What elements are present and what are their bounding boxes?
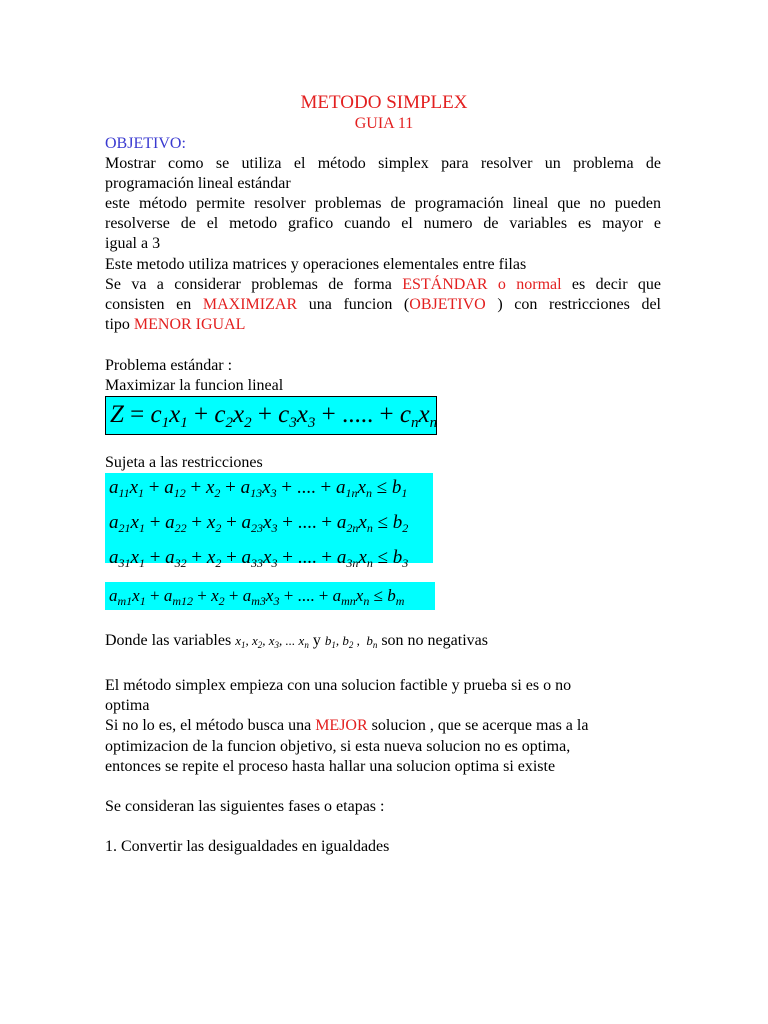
objective-function: $Z = c_1x_1 + c_2x_2 + c_3x_3$ + ..... + $c_nx_n$ (110, 401, 438, 431)
intro-line-7-text: Se va a considerar problemas de forma (105, 276, 403, 293)
objetivo-highlight: OBJETIVO (409, 296, 486, 313)
donde-y: y (308, 632, 325, 649)
simplex-line-1: El método simplex empieza con una solucion factible y prueba si es o no (105, 677, 572, 694)
intro-line-4: resolverse de el metodo grafico cuando el numero de variables es mayor e (105, 215, 661, 232)
simplex-line-4: optimizacion de la funcion objetivo, si esta nueva solucion no es optima, (105, 738, 571, 755)
fases-label: Se consideran las siguientes fases o etapas : (105, 798, 385, 815)
donde-tail: son no negativas (377, 632, 488, 649)
variables-b-math: $b_1$, $b_2$ , $b_n$ (324, 633, 378, 650)
intro-line-3: este método permite resolver problemas de programación lineal que no pueden (105, 195, 661, 212)
constraint-m-box (105, 582, 435, 610)
intro-line-8-text: consisten en (105, 296, 203, 313)
mejor-highlight: MEJOR (315, 717, 368, 734)
intro-line-7-tail: es decir que (561, 276, 662, 293)
maximizar-highlight: MAXIMIZAR (202, 296, 298, 313)
intro-line-6: Este metodo utiliza matrices y operaciones elementales entre filas (105, 256, 527, 273)
intro-line-7 (105, 275, 661, 295)
intro-line-9-text: tipo (105, 316, 134, 333)
objetivo-heading: OBJETIVO: (105, 135, 186, 152)
simplex-line-3 (105, 716, 588, 736)
intro-line-8-tail: ) con restricciones del (485, 296, 661, 313)
estandar-highlight: ESTÁNDAR o normal (402, 276, 562, 293)
intro-line-8 (105, 295, 661, 315)
constraint-row-1: $a_{11}x_1 + a_{12} + x_2 + a_{13}x_3$ + .... + $a_{1n}x_n \le b_1$ (109, 477, 408, 500)
intro-line-9 (105, 315, 245, 335)
step-1: 1. Convertir las desigualdades en igualdades (105, 838, 390, 855)
constraint-row-m: $a_{m1}x_1 + a_{m12} + x_2 + a_{m3}x_3$ + .... + $a_{mn}x_n \le b_m$ (109, 586, 405, 608)
variables-x-math: $x_1$, $x_2$, $x_3$, ... $x_n$ (235, 633, 309, 650)
intro-line-1: Mostrar como se utiliza el método simplex para resolver un problema de (105, 155, 661, 172)
maximizar-label: Maximizar la funcion lineal (105, 377, 284, 394)
constraint-row-2: $a_{21}x_1 + a_{22} + x_2 + a_{23}x_3$ + .... + $a_{2n}x_n \le b_2$ (109, 512, 409, 535)
donde-line (105, 631, 488, 655)
constraint-row-3: $a_{31}x_1 + a_{32} + x_2 + a_{33}x_3$ + .... + $a_{3n}x_n \le b_3$ (109, 547, 409, 570)
objective-function-box (105, 396, 437, 435)
donde-text: Donde las variables (105, 632, 236, 649)
problema-label: Problema estándar : (105, 357, 233, 374)
intro-line-2: programación lineal estándar (105, 175, 291, 192)
constraints-box (105, 473, 433, 570)
sujeta-label: Sujeta a las restricciones (105, 454, 263, 471)
page-title: METODO SIMPLEX (300, 92, 468, 113)
simplex-line-3-text: Si no lo es, el método busca una (105, 717, 316, 734)
simplex-line-2: optima (105, 697, 150, 714)
intro-line-8-mid: una funcion ( (297, 296, 410, 313)
menor-igual-highlight: MENOR IGUAL (133, 316, 246, 333)
page-subtitle: GUIA 11 (354, 115, 414, 132)
simplex-line-5: entonces se repite el proceso hasta hallar una solucion optima si existe (105, 758, 556, 775)
intro-line-5: igual a 3 (105, 235, 161, 252)
simplex-line-3-tail: solucion , que se acerque mas a la (367, 717, 589, 734)
